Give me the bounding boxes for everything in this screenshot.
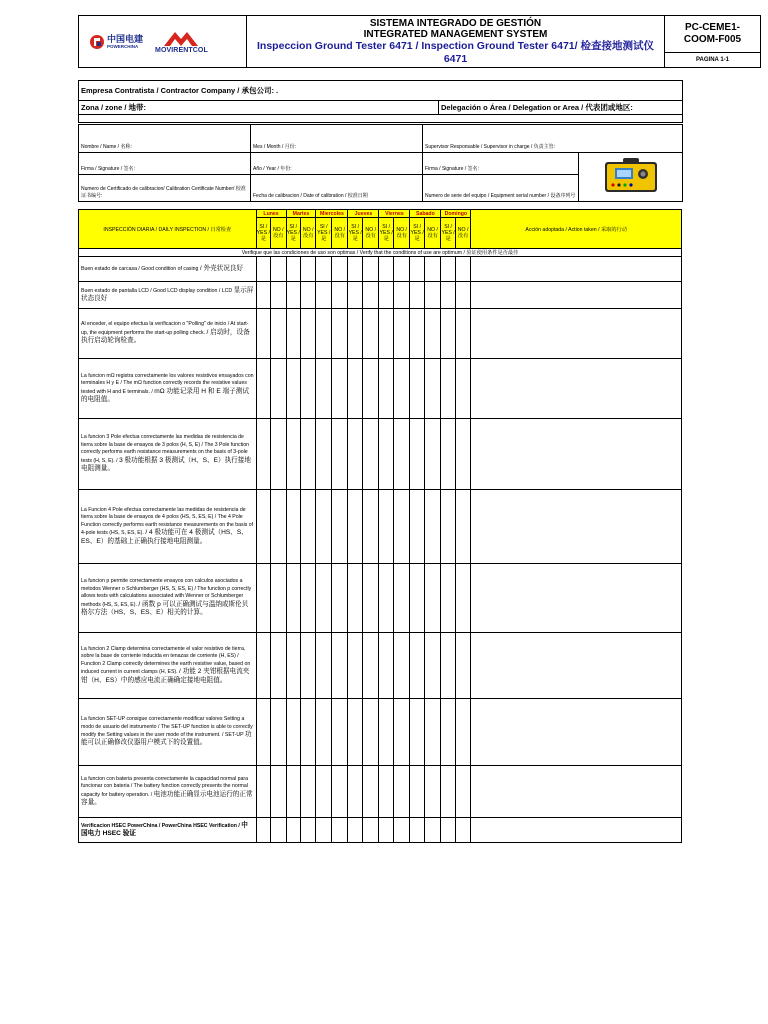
- check-yes-cell[interactable]: [410, 766, 424, 818]
- yes-header: SI / YES / 是: [286, 218, 300, 249]
- check-yes-cell[interactable]: [256, 359, 270, 419]
- check-no-cell[interactable]: [271, 818, 286, 843]
- check-no-cell[interactable]: [424, 564, 441, 633]
- no-header: NO / 没有: [362, 218, 379, 249]
- no-header: NO / 没有: [455, 218, 471, 249]
- check-yes-cell[interactable]: [379, 490, 393, 564]
- check-no-cell[interactable]: [362, 766, 379, 818]
- inspection-item-row: [79, 419, 682, 490]
- check-yes-cell[interactable]: [348, 699, 362, 766]
- item-text-cn: / 4 极功能可在 4 极测试（HS、S、ES、E）的基础上正确执行接地电阻测量。: [81, 529, 248, 545]
- item-text: La funcion con bateria presenta correctamente la capacidad normal para funcionar con bateria / The battery function correctly presents the normal capacity for battery operation. /: [81, 775, 248, 798]
- check-no-cell[interactable]: [331, 309, 348, 359]
- check-yes-cell[interactable]: [348, 766, 362, 818]
- check-yes-cell[interactable]: [348, 633, 362, 699]
- check-no-cell[interactable]: [362, 419, 379, 490]
- check-no-cell[interactable]: [455, 309, 471, 359]
- zone-field[interactable]: Zona / zone / 地带:: [79, 101, 439, 115]
- yes-header: SI / YES / 是: [316, 218, 331, 249]
- check-yes-cell[interactable]: [256, 419, 270, 490]
- check-yes-cell[interactable]: [441, 818, 455, 843]
- check-yes-cell[interactable]: [410, 564, 424, 633]
- check-no-cell[interactable]: [362, 282, 379, 309]
- check-no-cell[interactable]: [362, 818, 379, 843]
- check-no-cell[interactable]: [271, 309, 286, 359]
- action-taken-cell[interactable]: [471, 699, 682, 766]
- info-spacer-row: [79, 115, 683, 123]
- check-no-cell[interactable]: [393, 257, 410, 282]
- check-no-cell[interactable]: [362, 564, 379, 633]
- check-no-cell[interactable]: [393, 633, 410, 699]
- check-yes-cell[interactable]: [379, 282, 393, 309]
- inspection-item-row: [79, 766, 682, 818]
- check-yes-cell[interactable]: [348, 282, 362, 309]
- check-no-cell[interactable]: [300, 359, 316, 419]
- day-wednesday: Miercoles: [316, 210, 348, 218]
- yes-header: SI / YES / 是: [410, 218, 424, 249]
- inspection-item-description: [79, 818, 257, 843]
- delegation-field[interactable]: Delegación o Área / Delegation or Area / 代表团或地区:: [439, 101, 683, 115]
- check-no-cell[interactable]: [393, 766, 410, 818]
- check-no-cell[interactable]: [271, 419, 286, 490]
- item-text-cn: / 函数 p 可以正确测试与温纳或斯伦贝格尔方法（HS、S、ES、E）相关的计算。: [81, 600, 249, 617]
- check-no-cell[interactable]: [331, 359, 348, 419]
- check-no-cell[interactable]: [331, 633, 348, 699]
- check-no-cell[interactable]: [424, 359, 441, 419]
- verify-note-row: [79, 249, 682, 257]
- no-header: NO / 没有: [424, 218, 441, 249]
- check-no-cell[interactable]: [424, 257, 441, 282]
- check-yes-cell[interactable]: [379, 257, 393, 282]
- inspection-item-row: [79, 257, 682, 282]
- check-yes-cell[interactable]: [316, 359, 331, 419]
- inspection-item-row: [79, 359, 682, 419]
- check-no-cell[interactable]: [455, 419, 471, 490]
- check-yes-cell[interactable]: [256, 699, 270, 766]
- inspection-item-row: [79, 564, 682, 633]
- check-yes-cell[interactable]: [286, 257, 300, 282]
- check-no-cell[interactable]: [271, 766, 286, 818]
- check-no-cell[interactable]: [271, 633, 286, 699]
- check-yes-cell[interactable]: [379, 564, 393, 633]
- check-no-cell[interactable]: [455, 766, 471, 818]
- check-yes-cell[interactable]: [410, 633, 424, 699]
- inspection-item-row: [79, 490, 682, 564]
- check-no-cell[interactable]: [331, 490, 348, 564]
- verify-note: Verifique que las condiciones de uso son optimas / Verify that the conditions of use are optimum / 验证使用条件是否最佳: [79, 249, 682, 257]
- info-block: [78, 80, 683, 123]
- action-taken-cell[interactable]: [471, 633, 682, 699]
- check-yes-cell[interactable]: [286, 490, 300, 564]
- check-no-cell[interactable]: [455, 699, 471, 766]
- check-yes-cell[interactable]: [286, 359, 300, 419]
- inspection-item-row: [79, 818, 682, 843]
- check-yes-cell[interactable]: [410, 359, 424, 419]
- check-no-cell[interactable]: [455, 282, 471, 309]
- item-text-cn: 显示屏状态良好: [81, 286, 254, 302]
- check-no-cell[interactable]: [362, 257, 379, 282]
- check-yes-cell[interactable]: [316, 419, 331, 490]
- inspection-item-description: [79, 490, 257, 564]
- inspection-item-row: [79, 282, 682, 309]
- powerchina-en-text: POWERCHINA: [107, 43, 139, 49]
- ground-tester-device-icon: [601, 156, 661, 196]
- inspection-item-description: [79, 699, 257, 766]
- check-yes-cell[interactable]: [316, 633, 331, 699]
- check-yes-cell[interactable]: [441, 257, 455, 282]
- powerchina-logo: [89, 34, 143, 50]
- check-yes-cell[interactable]: [316, 564, 331, 633]
- check-yes-cell[interactable]: [256, 766, 270, 818]
- check-no-cell[interactable]: [424, 818, 441, 843]
- check-yes-cell[interactable]: [379, 766, 393, 818]
- check-yes-cell[interactable]: [256, 818, 270, 843]
- company-field[interactable]: Empresa Contratista / Contractor Company / 承包公司: .: [79, 81, 683, 101]
- check-yes-cell[interactable]: [348, 359, 362, 419]
- check-yes-cell[interactable]: [410, 282, 424, 309]
- check-yes-cell[interactable]: [348, 490, 362, 564]
- check-no-cell[interactable]: [362, 309, 379, 359]
- check-no-cell[interactable]: [424, 490, 441, 564]
- check-yes-cell[interactable]: [379, 633, 393, 699]
- check-yes-cell[interactable]: [316, 257, 331, 282]
- item-text-cn: / 功能 2 夹钳根据电流夹钳（H、ES）中的感应电流正确确定接地电阻值。: [81, 668, 250, 684]
- movirentcol-logo: [155, 29, 208, 54]
- item-text: Al enceder, el equipo efectua la verificacion o "Polling" de inicio / At start-up, the equipment performs the start-up polling check.: [81, 321, 249, 336]
- check-no-cell[interactable]: [424, 419, 441, 490]
- check-yes-cell[interactable]: [441, 490, 455, 564]
- check-no-cell[interactable]: [424, 766, 441, 818]
- day-sunday: Domingo: [441, 210, 471, 218]
- item-text-cn: 3 极功能根据 3 极测试（H、S、E）执行接地电阻测量。: [81, 456, 251, 473]
- inspection-item-description: [79, 359, 257, 419]
- yes-header: SI / YES / 是: [256, 218, 270, 249]
- movirentcol-mountain-icon: [162, 29, 200, 47]
- inspection-item-description: [79, 633, 257, 699]
- check-yes-cell[interactable]: [441, 282, 455, 309]
- check-no-cell[interactable]: [271, 257, 286, 282]
- check-no-cell[interactable]: [300, 490, 316, 564]
- check-yes-cell[interactable]: [379, 419, 393, 490]
- calibration-date-field[interactable]: Fecha de calibracion / Date of calibration / 校准日期: [251, 175, 423, 202]
- logo-cell: [79, 16, 247, 68]
- month-field[interactable]: Mes / Month / 月份:: [251, 125, 423, 153]
- item-text: Verificacion HSEC PowerChina / PowerChina HSEC Verification /: [81, 822, 240, 829]
- check-no-cell[interactable]: [362, 359, 379, 419]
- check-yes-cell[interactable]: [441, 564, 455, 633]
- check-yes-cell[interactable]: [379, 359, 393, 419]
- powerchina-cn-text: 中国电建: [107, 33, 144, 44]
- check-no-cell[interactable]: [455, 633, 471, 699]
- inspection-table: [78, 209, 682, 843]
- check-no-cell[interactable]: [331, 282, 348, 309]
- item-text-cn: mΩ 功能记录用 H 和 E 端子测试的电阻值。: [81, 387, 249, 403]
- day-friday: Viernes: [379, 210, 410, 218]
- check-yes-cell[interactable]: [286, 818, 300, 843]
- check-no-cell[interactable]: [271, 282, 286, 309]
- check-no-cell[interactable]: [362, 699, 379, 766]
- form-code-line-1: PC-CEME1-: [684, 22, 740, 33]
- inspection-item-description: [79, 257, 257, 282]
- title-line-3: Inspeccion Ground Tester 6471 / Inspection Ground Tester 6471/ 检查接地测试仪 6471: [257, 39, 654, 65]
- check-yes-cell[interactable]: [410, 419, 424, 490]
- inspection-item-description: [79, 766, 257, 818]
- check-yes-cell[interactable]: [256, 490, 270, 564]
- calibration-certificate-field[interactable]: Numero de Certificado de calibracion/ Calibration Certificate Number/ 校准证书编号:: [79, 175, 251, 202]
- inspection-item-description: [79, 564, 257, 633]
- day-monday: Lunes: [256, 210, 286, 218]
- check-no-cell[interactable]: [331, 766, 348, 818]
- check-no-cell[interactable]: [271, 359, 286, 419]
- check-no-cell[interactable]: [393, 564, 410, 633]
- personnel-block: [78, 124, 683, 202]
- check-no-cell[interactable]: [331, 419, 348, 490]
- check-yes-cell[interactable]: [256, 309, 270, 359]
- name-field[interactable]: Nombre / Name / 名称:: [79, 125, 251, 153]
- inspection-item-description: [79, 282, 257, 309]
- item-text: La funcion p permite correctamente ensayos con calculos asociados a metodos Wenner o Schlumberger (HS, S, ES, E) / The function p correctly allows tests with calculations associated with Wenner or Schlumberger methods (HS, S, ES, E).: [81, 578, 252, 608]
- check-yes-cell[interactable]: [441, 699, 455, 766]
- check-no-cell[interactable]: [271, 699, 286, 766]
- check-yes-cell[interactable]: [410, 309, 424, 359]
- day-thursday: Jueves: [348, 210, 379, 218]
- no-header: NO / 没有: [393, 218, 410, 249]
- check-yes-cell[interactable]: [410, 257, 424, 282]
- equipment-photo: [579, 153, 683, 202]
- check-yes-cell[interactable]: [348, 818, 362, 843]
- action-taken-cell[interactable]: [471, 359, 682, 419]
- day-saturday: Sabado: [410, 210, 441, 218]
- check-yes-cell[interactable]: [256, 282, 270, 309]
- check-yes-cell[interactable]: [348, 309, 362, 359]
- action-taken-cell[interactable]: [471, 257, 682, 282]
- check-yes-cell[interactable]: [316, 766, 331, 818]
- check-no-cell[interactable]: [455, 359, 471, 419]
- item-text: La funcion 2 Clamp determina correctamente el valor resistivo de tierra, sobre la base de corriente inducida en tenazas de corriente (H, ES) / Function 2 Clamp correctly determines the earth resistive value, based on induced current in current clamps (H, ES).: [81, 645, 251, 676]
- check-yes-cell[interactable]: [441, 359, 455, 419]
- title-line-2: INTEGRATED MANAGEMENT SYSTEM: [363, 28, 548, 40]
- check-yes-cell[interactable]: [348, 257, 362, 282]
- page-number: PAGINA 1-1: [665, 53, 761, 68]
- check-yes-cell[interactable]: [410, 699, 424, 766]
- serial-number-field[interactable]: Numero de serie del equipo / Equipment serial number / 设备序列号: [423, 175, 579, 202]
- check-yes-cell[interactable]: [441, 309, 455, 359]
- item-text-cn: 功能可以正确修改仪器用户模式下的设置值。: [81, 731, 252, 747]
- check-yes-cell[interactable]: [286, 766, 300, 818]
- check-yes-cell[interactable]: [286, 633, 300, 699]
- year-field[interactable]: Año / Year / 年份:: [251, 153, 423, 175]
- check-no-cell[interactable]: [393, 359, 410, 419]
- check-no-cell[interactable]: [393, 490, 410, 564]
- no-header: NO / 没有: [331, 218, 348, 249]
- item-text: La funcion 3 Pole efectua correctamente las medidas de resistencia de tierra sobre la base de ensayos de 3 polos (H, S, E) / The 3 Pole function correctly performs earth resistance measurements on the basis of 3-pole tests (H, S, E). /: [81, 434, 250, 464]
- powerchina-emblem-icon: [89, 34, 105, 50]
- check-no-cell[interactable]: [271, 490, 286, 564]
- action-taken-cell[interactable]: [471, 564, 682, 633]
- check-yes-cell[interactable]: [316, 699, 331, 766]
- check-yes-cell[interactable]: [379, 699, 393, 766]
- check-yes-cell[interactable]: [348, 419, 362, 490]
- no-header: NO / 没有: [300, 218, 316, 249]
- check-no-cell[interactable]: [393, 818, 410, 843]
- check-no-cell[interactable]: [424, 309, 441, 359]
- check-yes-cell[interactable]: [316, 818, 331, 843]
- check-no-cell[interactable]: [362, 490, 379, 564]
- check-yes-cell[interactable]: [441, 633, 455, 699]
- check-no-cell[interactable]: [362, 633, 379, 699]
- action-taken-cell[interactable]: [471, 419, 682, 490]
- check-yes-cell[interactable]: [286, 564, 300, 633]
- item-text: Buen estado de pantalla LCD / Good LCD display condition / LCD: [81, 287, 233, 294]
- check-no-cell[interactable]: [455, 818, 471, 843]
- check-no-cell[interactable]: [300, 564, 316, 633]
- check-no-cell[interactable]: [424, 633, 441, 699]
- action-taken-cell[interactable]: [471, 490, 682, 564]
- check-yes-cell[interactable]: [316, 490, 331, 564]
- yes-header: SI / YES / 是: [348, 218, 362, 249]
- check-yes-cell[interactable]: [286, 309, 300, 359]
- inspection-item-row: [79, 633, 682, 699]
- check-no-cell[interactable]: [331, 818, 348, 843]
- check-no-cell[interactable]: [300, 257, 316, 282]
- inspection-item-description: [79, 419, 257, 490]
- check-yes-cell[interactable]: [316, 282, 331, 309]
- item-text: La funcion SET-UP consigue correctamente modificar valores Setting a modo de usuario del instrumento / The SET-UP function is able to correctly modify the Setting values in the user mode of the instrument. / SET-UP: [81, 716, 253, 738]
- check-no-cell[interactable]: [300, 766, 316, 818]
- check-yes-cell[interactable]: [316, 309, 331, 359]
- inspection-item-row: [79, 309, 682, 359]
- form-code-line-2: COOM-F005: [683, 34, 742, 45]
- check-no-cell[interactable]: [455, 490, 471, 564]
- item-text: La Funcion 4 Pole efectua correctamente las medidas de resistencia de tierra sobre la base de ensayos de 4 polos (HS, S, ES, E) / The 4 Pole Function correctly performs earth resistance measurements on the basis of 4-pole tests (HS, S, ES, E).: [81, 506, 254, 537]
- check-no-cell[interactable]: [300, 699, 316, 766]
- action-taken-cell[interactable]: [471, 309, 682, 359]
- yes-header: SI / YES / 是: [379, 218, 393, 249]
- item-text-cn: / 外壳状况良好: [199, 264, 244, 272]
- check-no-cell[interactable]: [455, 257, 471, 282]
- inspection-item-row: [79, 699, 682, 766]
- check-yes-cell[interactable]: [410, 818, 424, 843]
- check-no-cell[interactable]: [331, 699, 348, 766]
- form-header: [78, 15, 761, 68]
- check-no-cell[interactable]: [393, 419, 410, 490]
- check-no-cell[interactable]: [271, 564, 286, 633]
- check-no-cell[interactable]: [300, 818, 316, 843]
- inspection-item-description: [79, 309, 257, 359]
- check-no-cell[interactable]: [331, 257, 348, 282]
- supervisor-signature-field[interactable]: Firma / Signature / 签名:: [423, 153, 579, 175]
- check-yes-cell[interactable]: [441, 766, 455, 818]
- check-yes-cell[interactable]: [348, 564, 362, 633]
- check-no-cell[interactable]: [424, 699, 441, 766]
- form-code: [665, 16, 761, 53]
- item-text-cn: 电池功能正确显示电池运行的正常容量。: [81, 790, 253, 806]
- check-yes-cell[interactable]: [286, 282, 300, 309]
- check-no-cell[interactable]: [300, 419, 316, 490]
- no-header: NO / 没有: [271, 218, 286, 249]
- check-no-cell[interactable]: [455, 564, 471, 633]
- item-text-cn: 中国电力 HSEC 验证: [81, 821, 248, 837]
- action-taken-cell[interactable]: [471, 766, 682, 818]
- day-tuesday: Martes: [286, 210, 316, 218]
- form-title: [247, 16, 665, 68]
- item-text-cn: / 启动时，设备执行启动轮询检查。: [81, 328, 250, 345]
- check-yes-cell[interactable]: [286, 419, 300, 490]
- yes-header: SI / YES / 是: [441, 218, 455, 249]
- check-no-cell[interactable]: [393, 309, 410, 359]
- item-text: Buen estado de carcasa / Good condition of casing: [81, 265, 199, 272]
- supervisor-field[interactable]: Supervisor Responsable / Supervisor in charge / 负责主管:: [423, 125, 683, 153]
- movirentcol-text: MOVIRENTCOL: [155, 47, 208, 54]
- check-no-cell[interactable]: [393, 282, 410, 309]
- check-yes-cell[interactable]: [379, 309, 393, 359]
- action-taken-header: Acción adoptada / Action taken / 采取的行动: [471, 210, 682, 249]
- check-no-cell[interactable]: [393, 699, 410, 766]
- check-yes-cell[interactable]: [256, 564, 270, 633]
- check-no-cell[interactable]: [300, 282, 316, 309]
- check-no-cell[interactable]: [300, 633, 316, 699]
- check-yes-cell[interactable]: [256, 633, 270, 699]
- check-yes-cell[interactable]: [286, 699, 300, 766]
- item-text: La funcion mΩ registra correctamente los valores resistivos ensayados con terminales H y E / The mΩ function correctly records the resistive values tested with H and E terminals. /: [81, 372, 254, 395]
- action-taken-cell[interactable]: [471, 282, 682, 309]
- check-no-cell[interactable]: [424, 282, 441, 309]
- signature-field[interactable]: Firma / Signature / 签名:: [79, 153, 251, 175]
- daily-inspection-header: INSPECCIÓN DIARIA / DAILY INSPECTION / 日常检查: [79, 210, 257, 249]
- check-yes-cell[interactable]: [379, 818, 393, 843]
- check-no-cell[interactable]: [300, 309, 316, 359]
- check-no-cell[interactable]: [331, 564, 348, 633]
- title-line-1: SISTEMA INTEGRADO DE GESTIÓN: [369, 17, 542, 29]
- action-taken-cell[interactable]: [471, 818, 682, 843]
- check-yes-cell[interactable]: [441, 419, 455, 490]
- check-yes-cell[interactable]: [410, 490, 424, 564]
- check-yes-cell[interactable]: [256, 257, 270, 282]
